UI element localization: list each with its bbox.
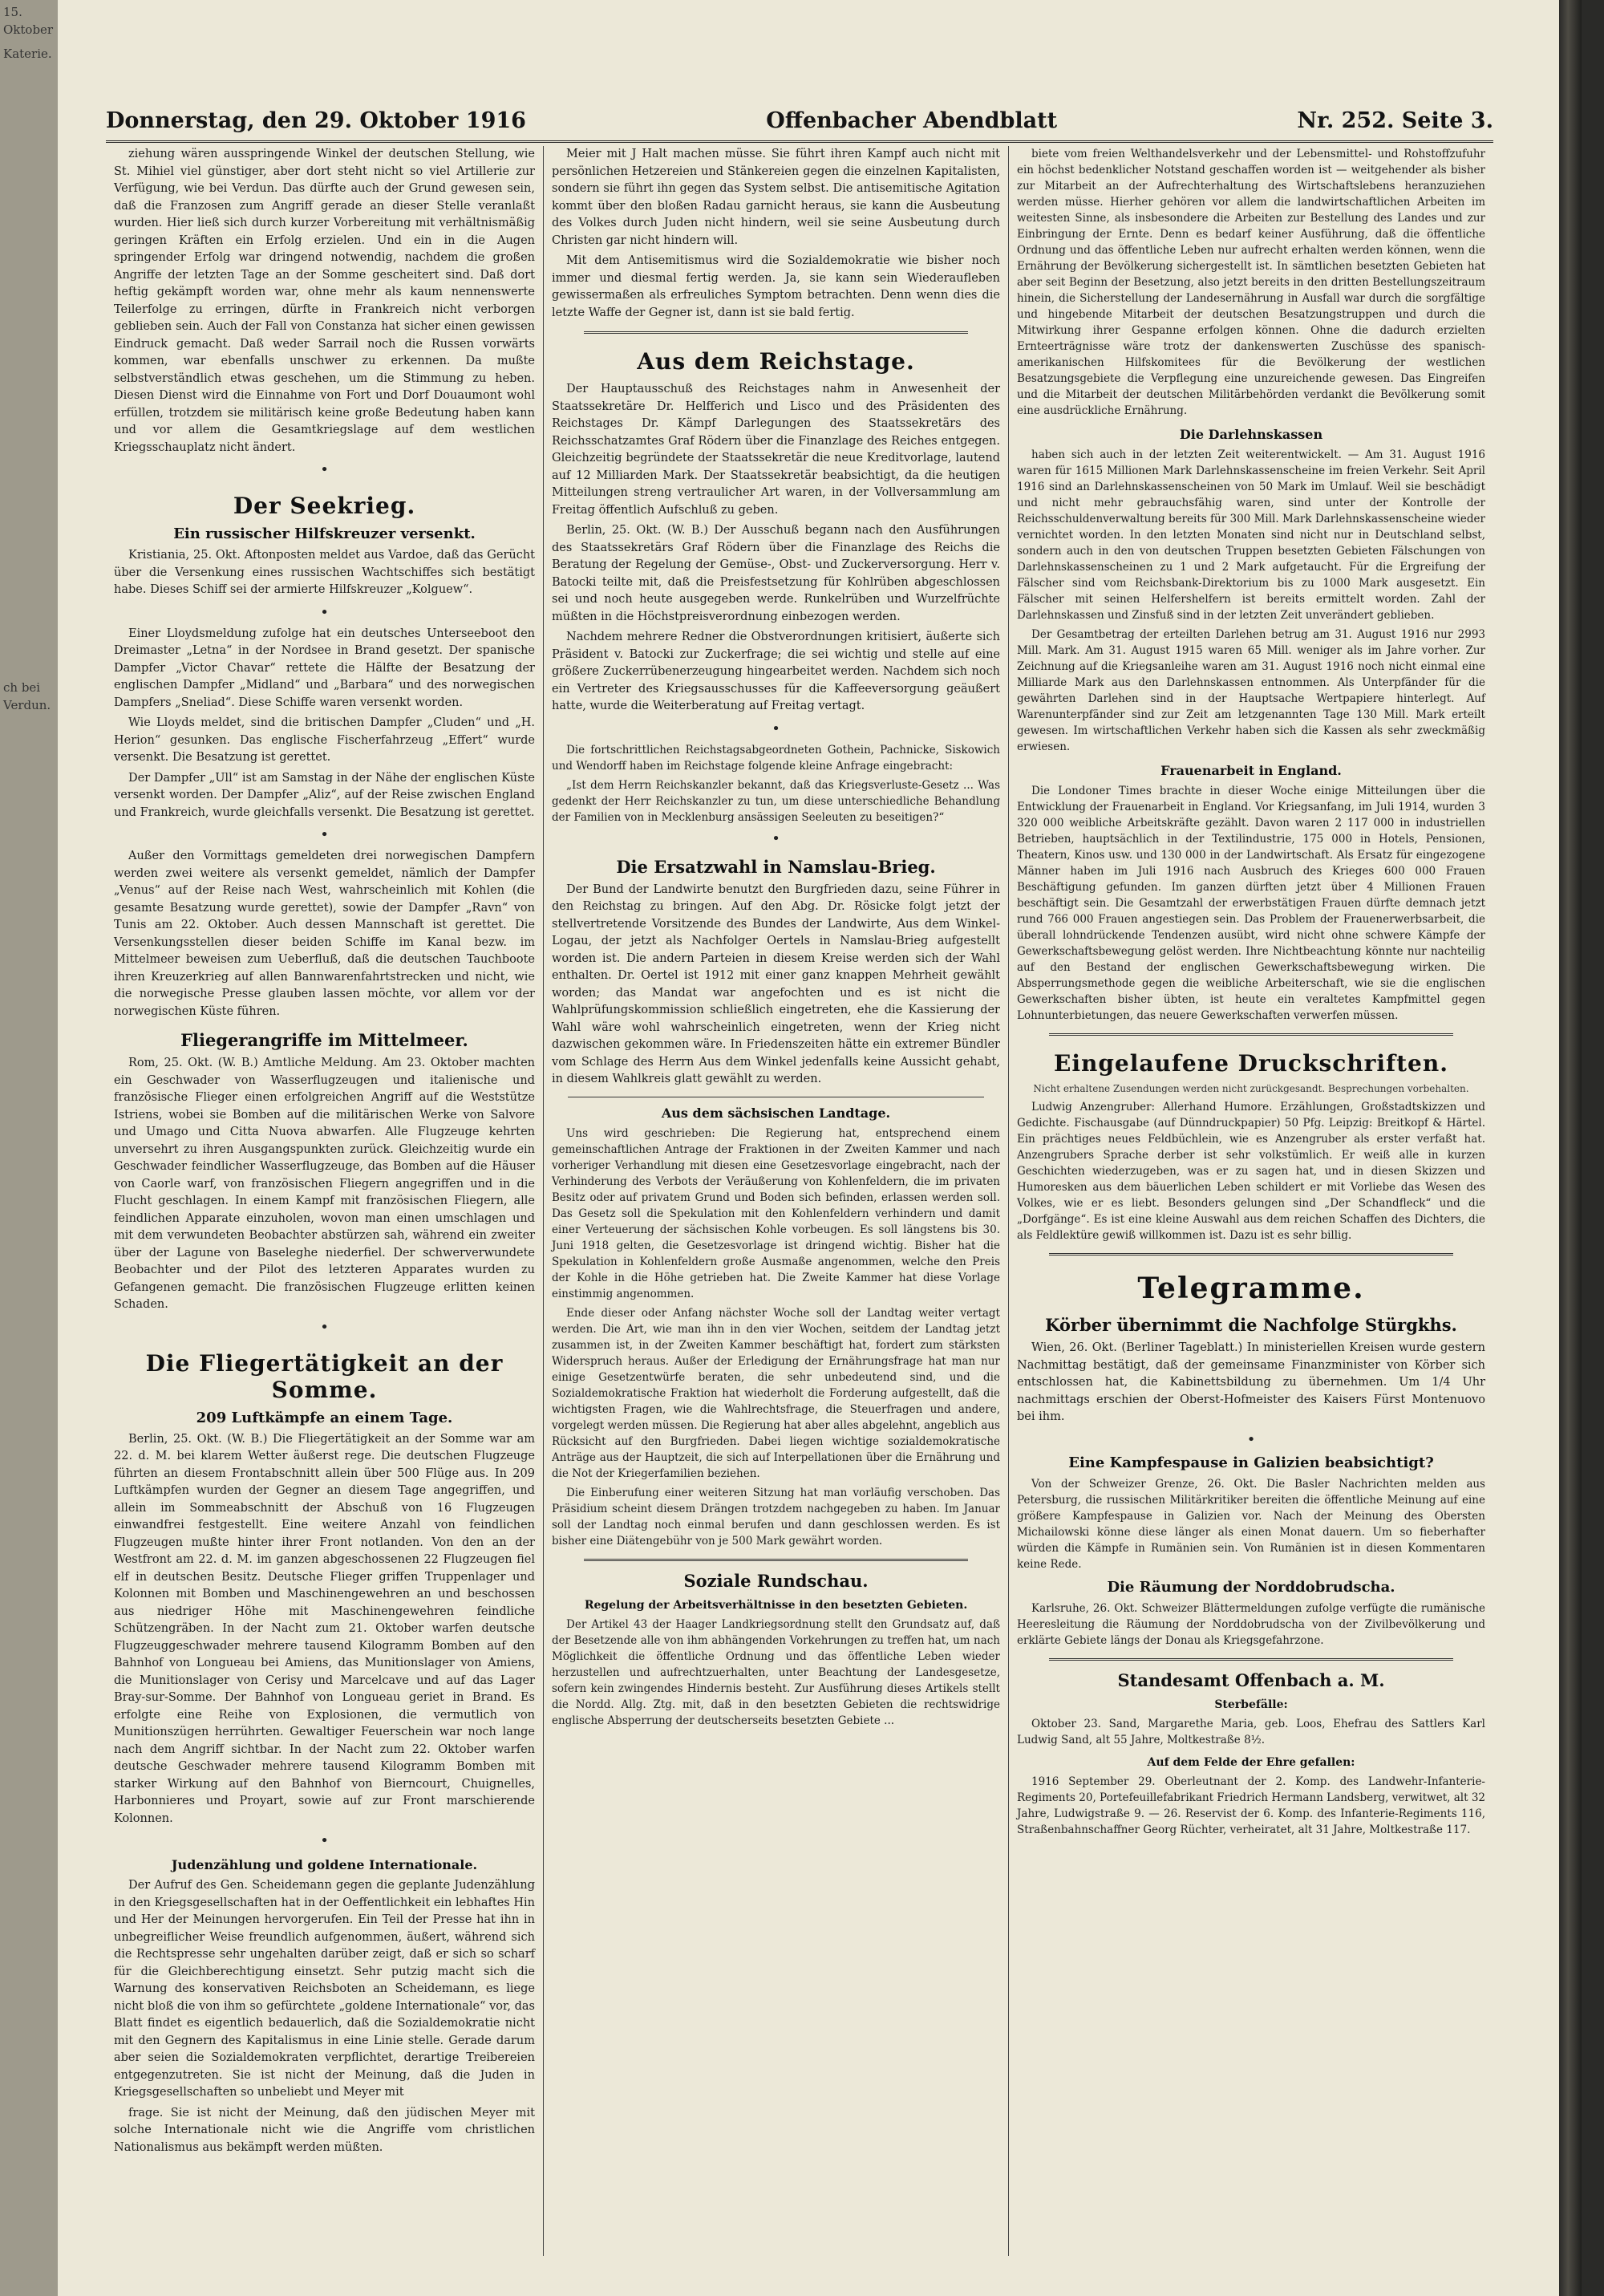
headline-flieger: Fliegerangriffe im Mittelmeer. (180, 1030, 468, 1050)
article-text: Einer Lloydsmeldung zufolge hat ein deutsches Unterseeboot den Dreimaster „Letna“ in der Nordsee in Brand gesetzt. Der spanische Dampfer „Victor Chavar“ rettete die Hälfte der Besatzung der englischen Dampfer „Midland“ und „Barbara“ und des norwegischen Dampfers „Sneliad“. Diese Schiffe waren versenkt worden. (114, 627, 535, 709)
article-text: Von der Schweizer Grenze, 26. Okt. Die Basler Nachrichten melden aus Petersburg, die russischen Militärkritiker bereiten die öffentliche Meinung auf eine größere Kampfespause in Galizien vor. Nach der Meinung des Obersten Michailowski könne diese länger als einen Monat dauern. Um so fieberhafter würden die Kämpfe in Rumänien sein. Von Rumänien ist in diesen Kommentaren keine Rede. (1017, 1477, 1485, 1571)
separator-dot: • (772, 830, 780, 847)
headline-seekrieg: Der Seekrieg. (233, 493, 416, 519)
article-text: Der Bund der Landwirte benutzt den Burgfrieden dazu, seine Führer in den Reichstag zu bringen. Auf den Abg. Dr. Rösicke folgt jetzt der stellvertretende Vorsitzende des Bundes der Landwirte, Aus dem Winkel-Logau, der jetzt als Nachfolger Oertels in Namslau-Brieg aufgestellt worden ist. Die andern Parteien in diesem Kreise werden sich der Wahl enthalten. Dr. Oertel ist 1912 mit einer ganz knappen Mehrheit gewählt worden; das Mandat war angefochten und es ist nicht die Wahlprüfungskommission schließlich eingetreten, ehe die Kassierung der Wahl wäre wohl wahrscheinlich eingetreten, wenn der Krieg nicht dazwischen gekommen wäre. In Friedenszeiten hätte ein extremer Bündler vom Schlage des Herrn Aus dem Winkel jedenfalls keine Aussicht gehabt, in diesem Wahlkreis glatt gewählt zu werden. (552, 882, 1000, 1085)
separator-dot: • (320, 1318, 329, 1336)
article-text: Der Dampfer „Ull“ ist am Samstag in der Nähe der englischen Küste versenkt worden. Der Dampfer „Aliz“, auf der Reise zwischen England und Frankreich, wurde gleichfalls versenkt. Die Besatzung ist gerettet. (114, 771, 535, 819)
header-number: Nr. 252. Seite 3. (1297, 108, 1493, 133)
article-text: Ludwig Anzengruber: Allerhand Humore. Erzählungen, Großstadtskizzen und Gedichte. Fischausgabe (auf Dünndruckpapier) 50 Pfg. Leipzig: Breitkopf & Härtel. Ein prächtiges neues Feldbüchlein, wie es Anzengruber als erster verfaßt hat. Anzengrubers Sprache derber ist sehr volkstümlich. Er weiß alle in kurzen Geschichten wiederzugeben, was er zu sagen hat, und in diesen Skizzen und Humoresken aus dem bäuerlichen Leben schildert er mit Vorliebe das Wesen des Volkes, wie er es liebt. Besonders gelungen sind „Der Schandfleck“ und die „Dorfgänge“. Es ist eine kleine Auswahl aus dem reichen Schaffen des Dichters, die als Feldlektüre gewiß willkommen ist. Dazu ist es sehr billig. (1017, 1101, 1485, 1242)
subheadline: Auf dem Felde der Ehre gefallen: (1147, 1755, 1355, 1769)
article-text: Wie Lloyds meldet, sind die britischen Dampfer „Cluden“ und „H. Herion“ gesunken. Das englische Fischerfahrzeug „Effert“ wurde versenkt. Die Besatzung ist gerettet. (114, 716, 535, 764)
headline-kampfespause: Eine Kampfespause in Galizien beabsichtigt? (1068, 1454, 1434, 1471)
divider (1049, 1253, 1453, 1255)
article-text: Die Londoner Times brachte in dieser Woche einige Mitteilungen über die Entwicklung der Frauenarbeit in England. Vor Kriegsanfang, im Juli 1914, wurden 3 320 000 weibliche Arbeitskräfte gezählt. Davon waren 2 117 000 in industriellen Betrieben, hauptsächlich in der Textilindustrie, 175 000 in Hotels, Pensionen, Theatern, Kinos usw. und 130 000 in der Landwirtschaft. Als Ersatz für eingezogene Männer haben im Juli 1916 nach Ausbruch des Krieges 600 000 Frauen Beschäftigung gefunden. Im ganzen dürften jetzt über 4 Millionen Frauen beschäftigt sein. Die Gesamtzahl der erwerbstätigen Frauen dürfte demnach jetzt rund 766 000 Frauen angestiegen sein. Das Problem der Frauenerwerbsarbeit, die überall lohndrückende Tendenzen ausübt, wird nicht ohne schwere Kämpfe der Gewerkschaftsbewegung gelöst werden. Ihre Nichtbeachtung könnte nur nachteilig auf den Bestand der englischen Gewerkschaftsbewegung wirken. Die Absperrungsmethode gegen die weibliche Arbeiterschaft, wie sie die englischen Gewerkschaften bisher übten, ist heute ein veraltetes Kampfmittel gegen Lohnunterbietungen, das neuere Gewerkschaften verwerfen müssen. (1017, 785, 1485, 1022)
headline-ersatzwahl: Die Ersatzwahl in Namslau-Brieg. (616, 856, 936, 877)
margin-fragment: Katerie. (3, 47, 52, 61)
article-text: Der Artikel 43 der Haager Landkriegsordnung stellt den Grundsatz auf, daß der Besetzende alle von ihm abhängenden Vorkehrungen zu treffen hat, um nach Möglichkeit die öffentliche Ordnung und das öffentliche Leben wieder herzustellen und aufrechtzuerhalten, unter Beachtung der Landesgesetze, sofern kein zwingendes Hindernis besteht. Zur Ausführung dieses Artikels stellt die Nordd. Allg. Ztg. mit, daß in den besetzten Gebieten die rechtswidrige englische Absperrung der deutscherseits besetzten Gebiete ... (552, 1617, 1000, 1727)
columns (106, 146, 1493, 2256)
headline-telegramme: Telegramme. (1137, 1272, 1365, 1305)
headline-druckschriften: Eingelaufene Druckschriften. (1054, 1050, 1448, 1077)
subheadline: Ein russischer Hilfskreuzer versenkt. (173, 525, 476, 542)
separator-dot: • (1246, 1430, 1256, 1448)
article-text: 1916 September 29. Oberleutnant der 2. Komp. des Landwehr-Infanterie-Regiments 20, Portefeuillefabrikant Friedrich Hermann Landsberg, verwitwet, alt 32 Jahre, Ludwigstraße 9. — 26. Reservist der 6. Komp. des Infanterie-Regiments 116, Straßenbahnschaffner Georg Rüchter, verheiratet, alt 31 Jahre, Moltkestraße 117. (1017, 1775, 1485, 1836)
subheadline: Sterbefälle: (1214, 1698, 1288, 1711)
article-text: Der Hauptausschuß des Reichstages nahm in Anwesenheit der Staatssekretäre Dr. Helfferich und Lisco und des Präsidenten des Reichstages Dr. Kämpf Darlegungen des Staatssekretärs des Reichsschatzamtes Graf Rödern über die Finanzlage des Reiches entgegen. Gleichzeitig begründete der Staatssekretär die neue Kreditvorlage, lautend auf 12 Milliarden Mark. Der Staatssekretär beabsichtigt, da die heutigen Mitteilungen streng vertraulicher Art waren, in der Vollversammlung am Freitag öffentlich Aufschluß zu geben. (552, 383, 1000, 517)
divider (584, 331, 968, 334)
header-paper-name: Offenbacher Abendblatt (766, 108, 1058, 133)
adjacent-page-edge (0, 0, 58, 2296)
separator-dot: • (772, 720, 780, 737)
article-text: Meier mit J Halt machen müsse. Sie führt ihren Kampf auch nicht mit persönlichen Hetzereien und Stänkereien gegen die einzelnen Kapitalisten, sondern sie führt ihn gegen das System selbst. Die antisemitische Agitation kommt über den bloßen Radau garnicht heraus, sie kann die Ausbeutung des Volkes durch Juden nicht hindern, weil sie seine Ausbeutung durch Christen gar nicht hindern will. (552, 148, 1000, 247)
headline-juden: Judenzählung und goldene Internationale. (171, 1857, 478, 1872)
article-text: frage. Sie ist nicht der Meinung, daß den jüdischen Meyer mit solche Internationale nicht wie die Angriffe vom christlichen Nationalismus aus bekämpft werden müßten. (114, 2106, 535, 2154)
column-2 (543, 146, 1008, 2256)
article-text: Oktober 23. Sand, Margarethe Maria, geb. Loos, Ehefrau des Sattlers Karl Ludwig Sand, alt 55 Jahre, Moltkestraße 8½. (1017, 1717, 1485, 1746)
margin-fragment: 15. Oktober (3, 5, 54, 37)
article-text: Wien, 26. Okt. (Berliner Tageblatt.) In ministeriellen Kreisen wurde gestern Nachmittag bestätigt, daß der gemeinsame Finanzminister von Körber sich entschlossen hat, die Kabinettsbildung zu übernehmen. Um 1/4 Uhr nachmittags erschien der Oberst-Hofmeister des Kaisers Fürst Montenuovo bei ihm. (1017, 1341, 1485, 1423)
article-text: Die fortschrittlichen Reichstagsabgeordneten Gothein, Pachnicke, Siskowich und Wendorff haben im Reichstage folgende kleine Anfrage eingebracht: (552, 743, 1000, 773)
article-text: Karlsruhe, 26. Okt. Schweizer Blättermeldungen zufolge verfügte die rumänische Heeresleitung die Räumung der Norddobrudscha von der Zivilbevölkerung und erklärte Gebiete längs der Donau als Kriegsgefahrzone. (1017, 1601, 1485, 1647)
separator-dot: • (320, 461, 329, 478)
divider (1049, 1033, 1453, 1036)
article-text: Nachdem mehrere Redner die Obstverordnungen kritisiert, äußerte sich Präsident v. Batocki zur Zuckerfrage; die sei wichtig und stelle auf eine größere Zuckerrübenerzeugung hingearbeitet werden. Nachdem sich noch ein Vertreter des Kriegsausschusses für die Kaffeeversorgung geäußert hatte, wurde die Weiterberatung auf Freitag vertagt. (552, 631, 1000, 712)
header-date: Donnerstag, den 29. Oktober 1916 (106, 108, 526, 133)
headline-reichstag: Aus dem Reichstage. (637, 348, 915, 375)
article-text: haben sich auch in der letzten Zeit weiterentwickelt. — Am 31. August 1916 waren für 1615 Millionen Mark Darlehnskassenscheine im freien Verkehr. Seit April 1916 sind an Darlehnskassenscheinen von 50 Mark im Umlauf. Weil sie beschädigt und nicht mehr gebrauchsfähig waren, sind unter der Kontrolle der Reichsschuldenverwaltung bereits für 300 Mill. Mark Darlehnskassenscheine wieder vernichtet worden. In den letzten Monaten sind nicht nur in Deutschland selbst, sondern auch in den von deutschen Truppen besetzten Gebieten Fälschungen von Darlehnskassenscheinen zu 1 und 2 Mark aufgetaucht. Für die Ergreifung der Fälscher sind vom Reichsbank-Direktorium bis zu 1000 Mark ausgesetzt. Ein Fälscher mit seinen Helfershelfern ist bereits ermittelt worden. Zahl der Darlehnskassen und Zinsfuß sind in der letzten Zeit unverändert geblieben. (1017, 448, 1485, 622)
headline-somme: Die Fliegertätigkeit an der Somme. (145, 1349, 504, 1403)
article-text: Außer den Vormittags gemeldeten drei norwegischen Dampfern werden zwei weitere als versenkt gemeldet, nämlich der Dampfer „Venus“ auf der Reise nach West, wahrscheinlich mit Kohlen (die gesamte Besatzung wurde gerettet), sowie der Dampfer „Ravn“ von Tunis am 22. Oktober. Auch dessen Mannschaft ist gerettet. Die Versenkungsstellen dieser beiden Schiffe im Kanal bezw. im Mittelmeer beweisen zum Ueberfluß, daß die deutschen Tauchboote ihren Kreuzerkrieg auf allen Bannwarenfahrtstrecken und nicht, wie die norwegische Presse glauben lassen möchte, vor allem vor der norwegischen Küste führen. (114, 850, 535, 1018)
separator-dot: • (320, 603, 329, 621)
separator-dot: • (320, 1832, 329, 1849)
article-text: Berlin, 25. Okt. (W. B.) Der Ausschuß begann nach den Ausführungen des Staatssekretärs Graf Rödern über die Finanzlage des Reichs die Beratung der Regelung der Gemüse-, Obst- und Zuckerversorgung. Herr v. Batocki teilte mit, daß die Preisfestsetzung für Kohlrüben abgeschlossen sei und noch heute ausgegeben werde. Runkelrüben und Wurzelfrüchte müßten in die Höchstpreisverordnung einbezogen werden. (552, 524, 1000, 623)
article-text: biete vom freien Welthandelsverkehr und der Lebensmittel- und Rohstoffzufuhr ein höchst bedenklicher Notstand geschaffen worden ist — weitgehender als bisher zur Mitarbeit an der Aufrechterhaltung des Wirtschaftslebens heranzuziehen werden müsse. Hierher gehören vor allem die landwirtschaftlichen Arbeiten im weitesten Sinne, als insbesondere die Arbeiten zur Bestellung des Landes und zur Einbringung der Ernte. Denn es bedarf keiner Ausführung, daß die öffentliche Ordnung und das öffentliche Leben nur aufrecht erhalten werden können, wenn die Ernährung der Bevölkerung sichergestellt ist. In sämtlichen besetzten Gebieten hat aber seit Beginn der Besetzung, also jetzt bereits in den dritten Bestellungszeitraum hinein, die Sicherstellung der Landesernährung in Ausfall war durch die sorgfältige und hingebende Mitarbeit der deutschen Besatzungstruppen und durch die Mitwirkung ihrer Gespanne erfolgen können. Ohne die dadurch erzielten Ernteerträgnisse wäre trotz der dankenswerten Zuschüsse des spanisch-amerikanischen Hilfskomitees für die Bevölkerung der westlichen Besatzungsgebiete die Verpflegung eine unzureichende gewesen. Das Eingreifen und die Mitarbeit der deutschen Militärbehörden verdankt die Bevölkerung somit eine ausdrückliche Ernährung. (1017, 148, 1485, 417)
divider (1049, 1658, 1453, 1661)
subheadline: 209 Luftkämpfe an einem Tage. (196, 1409, 453, 1426)
article-text: Uns wird geschrieben: Die Regierung hat, entsprechend einem gemeinschaftlichen Antrage der Fraktionen in der Zweiten Kammer und nach vorheriger Verhandlung mit diesen eine Gesetzesvorlage eingebracht, nach der Verhinderung des Verbots der Veräußerung von Kohlenfeldern, die im privaten Besitz oder auf privatem Grund und Boden sich befinden, erlassen werden soll. Das Gesetz soll die Spekulation mit den Kohlenfeldern verhindern und damit einer Verteuerung der sächsischen Kohle vorbeugen. Es soll längstens bis 30. Juni 1918 gelten, die Gesetzesvorlage ist dringend wichtig. Bisher hat die Spekulation in Kohlenfeldern große Ausmaße angenommen, welche den Preis der Kohle in die Höhe getrieben hat. Die Zweite Kammer hat diese Vorlage einstimmig angenommen. (552, 1126, 1000, 1300)
page-header (106, 108, 1493, 143)
article-text: Kristiania, 25. Okt. Aftonposten meldet aus Vardoe, daß das Gerücht über die Versenkung eines russischen Wachtschiffes sich bestätigt habe. Dieses Schiff sei der armierte Hilfskreuzer „Kolguew“. (114, 549, 535, 596)
article-text: Die Einberufung einer weiteren Sitzung hat man vorläufig verschoben. Das Präsidium scheint diesem Drängen trotzdem nachgegeben zu haben. Im Januar soll der Landtag noch einmal berufen und dann geschlossen werden. Es ist bisher eine Diätengebühr von je 500 Mark gewährt worden. (552, 1486, 1000, 1548)
margin-fragment: ch bei Verdun. (3, 680, 51, 712)
article-text: Berlin, 25. Okt. (W. B.) Die Fliegertätigkeit an der Somme war am 22. d. M. bei klarem Wetter äußerst rege. Die deutschen Flugzeuge führten an diesem Frontabschnitt allein über 500 Flüge aus. In 209 Luftkämpfen wurden der Gegner an diesem Tage angegriffen, und allein im Sommeabschnitt der Abschuß von 16 Flugzeugen einwandfrei festgestellt. Eine weitere Anzahl von feindlichen Flugzeugen mußte hinter ihrer Front notlanden. Von den an der Westfront am 22. d. M. im ganzen abgeschossenen 22 Flugzeugen fiel elf in deutschen Besitz. Deutsche Flieger griffen Truppenlager und Kolonnen mit Bomben und Maschinengewehren an und beschossen aus niedriger Höhe mit Maschinengewehren feindliche Schützengräben. In der Nacht zum 21. Oktober warfen deutsche Flugzeuggeschwader mehrere tausend Kilogramm Bomben auf den Bahnhof von Longueau bei Amiens, das Munitionslager von Amiens, die Munitionslager von Cerisy und Marcelcave und auf das Lager Bray-sur-Somme. Der Bahnhof von Longueau geriet in Brand. Es erfolgte eine Reihe von Explosionen, die vermutlich von Munitionszügen herrührten. Gewaltiger Feuerschein war noch lange nach dem Angriff sichtbar. In der Nacht zum 22. Oktober warfen deutsche Geschwader mehrere tausend Kilogramm Bomben mit starker Wirkung auf den Bahnhof von Bierncourt, Chuignelles, Harbonnieres und Proyart, sowie auf zur Front marschierende Kolonnen. (114, 1432, 535, 1825)
headline-sozial: Soziale Rundschau. (683, 1570, 869, 1591)
note: Nicht erhaltene Zusendungen werden nicht zurückgesandt. Besprechungen vorbehalten. (1033, 1083, 1469, 1094)
article-text: „Ist dem Herrn Reichskanzler bekannt, daß das Kriegsverluste-Gesetz ... Was gedenkt der Herr Reichskanzler zu tun, um diese unterschiedliche Behandlung der Familien von in Mecklenburg ansässigen Seeleuten zu beseitigen?“ (552, 778, 1000, 824)
article-text: Mit dem Antisemitismus wird die Sozialdemokratie wie bisher noch immer und diesmal fertig werden. Ja, sie kann sein Wiederaufleben gewissermaßen als erfreuliches Symptom betrachten. Denn wenn dies die letzte Waffe der Gegner ist, dann ist sie bald fertig. (552, 254, 1000, 319)
page-binding-edge (1559, 0, 1582, 2296)
headline-standesamt: Standesamt Offenbach a. M. (1117, 1669, 1385, 1690)
column-3 (1008, 146, 1493, 2256)
divider (584, 1559, 968, 1561)
column-1 (106, 146, 543, 2256)
article-text: Der Aufruf des Gen. Scheidemann gegen die geplante Judenzählung in den Kriegsgesellschaften hat in der Oeffentlichkeit ein lebhaftes Hin und Her der Meinungen hervorgerufen. Ein Teil der Presse hat ihn in unbegreiflicher Weise freundlich aufgenommen, äußert, während sich die Rechtspresse sehr ungehalten darüber zeigt, daß er sich so scharf für die Gleichberechtigung einsetzt. Sehr putzig macht sich die Warnung des konservativen Reichsboten an Scheidemann, es liege nicht bloß die von ihm so gefürchtete „goldene Internationale“ vor, das Blatt findet es eigentlich bedauerlich, daß die Sozialdemokratie nicht mit den Gegnern des Kapitalismus in eine Linie stelle. Gerade darum aber seien die Sozialdemokraten verpflichtet, derartige Treibereien entgegenzutreten. Sie ist nicht der Meinung, daß die Juden in Kriegsgesellschaften so unbeliebt und Meyer mit (114, 1879, 535, 2099)
article-text: Der Gesamtbetrag der erteilten Darlehen betrug am 31. August 1916 nur 2993 Mill. Mark. Am 31. August 1915 waren 65 Mill. weniger als im Jahre vorher. Zur Zeichnung auf die Kriegsanleihe waren am 31. August 1916 noch nicht einmal eine Milliarde Mark aus den Darlehnskassen entnommen. Als Unterpfänder für die gewährten Darlehen sind in der Hauptsache Wertpapiere hinterlegt. Auf Warenunterpfänder sind zur Zeit am letzgenannten Tage 130 Mill. Mark erteilt gewesen. Im wirtschaftlichen Verkehr haben sich die Kassen als sehr zweckmäßig erwiesen. (1017, 628, 1485, 753)
headline-darlehnskassen: Die Darlehnskassen (1179, 427, 1323, 442)
headline-dobrudscha: Die Räumung der Norddobrudscha. (1107, 1578, 1395, 1596)
article-text: Ende dieser oder Anfang nächster Woche soll der Landtag weiter vertagt werden. Die Art, wie man ihn in den vier Wochen, seitdem der Landtag jetzt zusammen ist, in der Zweiten Kammer beschäftigt hat, fordert zum stärksten Widerspruch heraus. Außer der Erledigung der Ernährungsfrage hat man nur einige Gesetzentwürfe beraten, die sehr unbedeutend sind, und die Sozialdemokratische Fraktion hat wiederholt die Forderung aufgestellt, daß die wichtigsten Fragen, wie die Wahlrechtsfrage, die Steuerfragen und andere, vorgelegt werden müssen. Die Regierung hat aber alles abgelehnt, angeblich aus Rücksicht auf den Burgfrieden. Dabei liegen wichtige sozialdemokratische Anträge aus der Hauptzeit, die sich auf Interpellationen über die Ernährung und die Not der Kriegerfamilien beziehen. (552, 1306, 1000, 1480)
article-text: ziehung wären ausspringende Winkel der deutschen Stellung, wie St. Mihiel viel günstiger, aber dort steht nicht so viel Artillerie zur Verfügung, wie bei Verdun. Das dürfte auch der Grund gewesen sein, daß die Franzosen zum Angriff gerade an dieser Stelle veranlaßt wurden. Hier ließ sich durch kurzer Vorbereitung mit verhältnismäßig geringen Kräften ein Erfolg erzielen. Und ein in die Augen springender Erfolg war dringend notwendig, nachdem die großen Angriffe der letzten Tage an der Somme gescheitert sind. Daß dort heftig gekämpft worden war, ohne mehr als kaum nennenswerte Teilerfolge zu erringen, dürfte in Frankreich nicht verborgen geblieben sein. Auch der Fall von Constanza hat sicher einen gewissen Eindruck gemacht. Daß weder Sarrail noch die Russen vorwärts kommen, war ebenfalls unschwer zu erkennen. Da mußte selbstverständlich etwas geschehen, um die Stimmung zu heben. Diesen Dienst wird die Einnahme von Fort und Dorf Douaumont wohl erfüllen, trotzdem sie militärisch keine große Bedeutung haben kann und vor allem die Gesamtkriegslage auf dem westlichen Kriegsschauplatz nicht ändert. (114, 148, 535, 454)
headline-frauenarbeit: Frauenarbeit in England. (1160, 763, 1342, 778)
headline-koerber: Körber übernimmt die Nachfolge Stürgkhs. (1045, 1315, 1457, 1335)
headline-landtag: Aus dem sächsischen Landtage. (661, 1105, 891, 1121)
article-text: Rom, 25. Okt. (W. B.) Amtliche Meldung. Am 23. Oktober machten ein Geschwader von Wasserflugzeugen und italienische und französische Flieger einen erfolgreichen Angriff auf die Weststütze Istriens, wobei sie Bomben auf die militärischen Werke von Salvore und Umago und Citta Nuova abwarfen. Alle Flugzeuge kehrten unversehrt zu ihren Ausgangspunkten zurück. Gleichzeitig wurde ein Geschwader feindlicher Wasserflugzeuge, das Bomben auf die Häuser von Caorle warf, von französischen Fliegern angegriffen und in die Flucht geschlagen. In einem Kampf mit französischen Fliegern, alle feindlichen Apparate einzuholen, wovon man einen umschlagen und mit dem verwundeten Beobachter abstürzen sah, während ein zweiter über der Lagune von Baseleghe niederfiel. Der schwerverwundete Beobachter und der Pilot des letzteren Apparates wurden zu Gefangenen gemacht. Die französischen Flugzeuge erlitten keinen Schaden. (114, 1057, 535, 1311)
separator-dot: • (320, 826, 329, 843)
newspaper-page (58, 0, 1582, 2296)
subheadline: Regelung der Arbeitsverhältnisse in den besetzten Gebieten. (584, 1598, 968, 1612)
